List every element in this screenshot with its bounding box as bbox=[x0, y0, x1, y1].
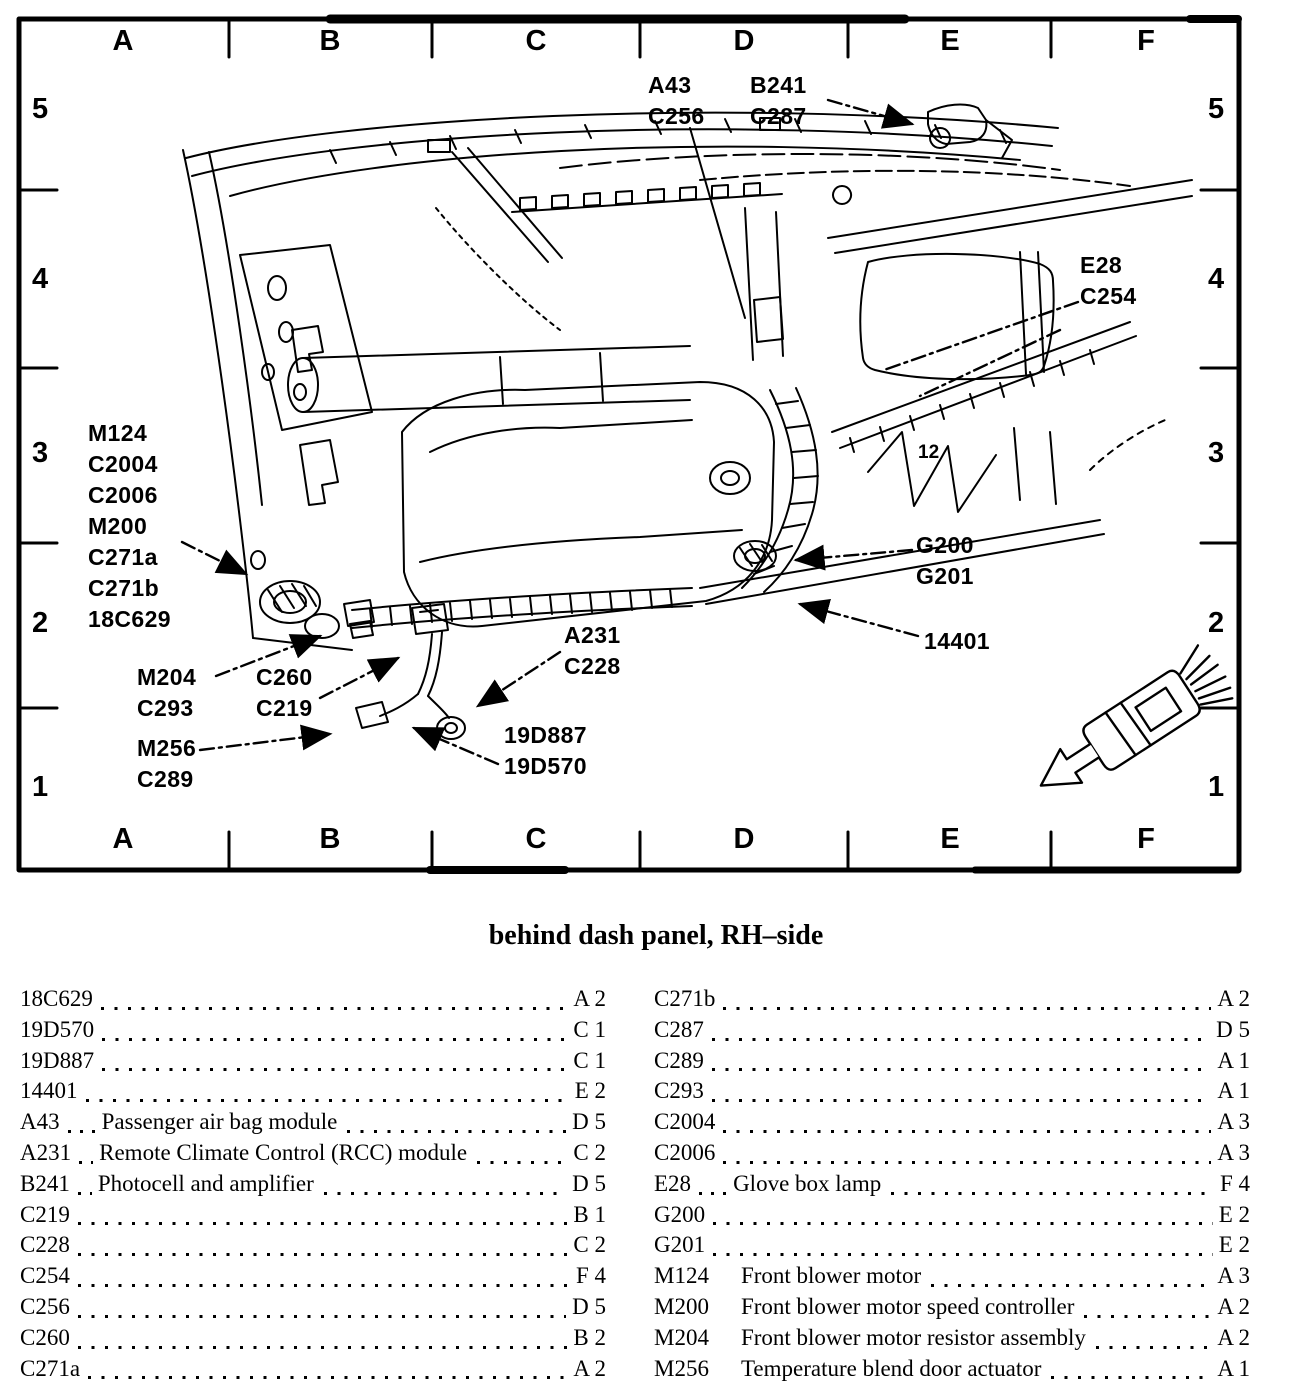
dot-leader bbox=[891, 1192, 1214, 1195]
dot-leader bbox=[78, 1284, 570, 1287]
callout-g200-g201: G200 G201 bbox=[916, 532, 974, 589]
connector-view-icon bbox=[1023, 642, 1237, 811]
grid-ref: A 2 bbox=[1217, 986, 1250, 1011]
component-id: A43 bbox=[20, 1109, 60, 1135]
component-description: Front blower motor resistor assembly bbox=[740, 1324, 1086, 1350]
index-row bbox=[654, 1140, 1250, 1171]
component-id: C2006 bbox=[654, 1139, 716, 1165]
index-row bbox=[654, 1263, 1250, 1294]
grid-ref: A 2 bbox=[573, 1355, 606, 1381]
column-gap bbox=[717, 1346, 735, 1349]
index-row bbox=[20, 1017, 606, 1048]
grid-ref: E 2 bbox=[1218, 1201, 1250, 1227]
grid-row-label-left: 5 bbox=[32, 93, 49, 125]
grid-ref: F 4 bbox=[575, 1263, 606, 1289]
index-row bbox=[654, 1109, 1250, 1140]
component-id: C287 bbox=[654, 1016, 704, 1042]
component-id: M256 bbox=[654, 1355, 709, 1381]
component-id: 18C629 bbox=[20, 986, 93, 1011]
component-id: C289 bbox=[654, 1047, 704, 1073]
component-id: E28 bbox=[654, 1170, 692, 1196]
grid-col-label-bottom: B bbox=[319, 823, 341, 855]
grid-ref: C 1 bbox=[573, 1016, 606, 1042]
dot-leader bbox=[723, 1130, 1211, 1133]
grid-ref: A 3 bbox=[1217, 1109, 1250, 1135]
dot-leader bbox=[324, 1192, 566, 1195]
index-column-right bbox=[654, 986, 1250, 1386]
index-row bbox=[20, 1048, 606, 1079]
dot-leader bbox=[1051, 1376, 1211, 1379]
component-description: Front blower motor speed controller bbox=[740, 1293, 1075, 1319]
connector-index bbox=[20, 986, 1250, 1386]
dot-leader bbox=[712, 1099, 1212, 1102]
grid-ref: A 1 bbox=[1217, 1047, 1250, 1073]
dot-leader bbox=[712, 1068, 1212, 1071]
index-row bbox=[20, 1171, 606, 1202]
component-id: A231 bbox=[20, 1139, 72, 1165]
dot-leader bbox=[1096, 1346, 1211, 1349]
component-id: B241 bbox=[20, 1170, 70, 1196]
grid-row-label-right: 4 bbox=[1208, 263, 1225, 295]
callout-a231-c228: A231 C228 bbox=[564, 622, 621, 679]
grid-ref: D 5 bbox=[572, 1170, 606, 1196]
grid-ref: B 1 bbox=[573, 1201, 606, 1227]
grid-col-label-top: D bbox=[733, 25, 755, 57]
component-description: Glove box lamp bbox=[733, 1170, 882, 1196]
callout-b241-c287: B241 C287 bbox=[750, 72, 807, 129]
harness-art bbox=[344, 588, 692, 739]
a-pillar-art bbox=[183, 150, 372, 650]
grid-col-label-top: B bbox=[319, 25, 341, 57]
callout-c260-c219: C260 C219 bbox=[256, 664, 313, 721]
grid-ref: A 2 bbox=[1217, 1293, 1250, 1319]
index-row bbox=[20, 1263, 606, 1294]
index-row bbox=[654, 1356, 1250, 1387]
component-id: C260 bbox=[20, 1324, 70, 1350]
ground-stud-art bbox=[734, 541, 776, 571]
grid-col-label-bottom: C bbox=[525, 823, 547, 855]
dot-leader bbox=[88, 1376, 567, 1379]
component-id: C256 bbox=[20, 1293, 70, 1319]
grid-ref: D 5 bbox=[572, 1109, 606, 1135]
dot-leader bbox=[477, 1161, 567, 1164]
dot-leader bbox=[78, 1346, 568, 1349]
callout-19d887-19d570: 19D887 19D570 bbox=[504, 722, 587, 779]
grid-col-label-top: F bbox=[1137, 25, 1155, 57]
dot-leader bbox=[78, 1222, 568, 1225]
component-id: C2004 bbox=[654, 1109, 716, 1135]
index-row bbox=[654, 1017, 1250, 1048]
grid-row-label-right: 2 bbox=[1208, 607, 1225, 639]
index-column-left bbox=[20, 986, 606, 1386]
component-id: 19D570 bbox=[20, 1016, 95, 1042]
grid-ref: B 2 bbox=[573, 1324, 606, 1350]
index-row bbox=[20, 1325, 606, 1356]
grid-row-label-left: 3 bbox=[32, 437, 49, 469]
grid-col-label-bottom: A bbox=[112, 823, 134, 855]
index-row bbox=[20, 1078, 606, 1109]
component-id: M200 bbox=[654, 1293, 709, 1319]
grid-ref: E 2 bbox=[1218, 1232, 1250, 1258]
index-row bbox=[654, 1078, 1250, 1109]
grid-row-label-right: 5 bbox=[1208, 93, 1225, 125]
grid-ref: A 1 bbox=[1217, 1078, 1250, 1104]
callout-m204-c293: M204 C293 bbox=[137, 664, 197, 721]
index-row bbox=[654, 986, 1250, 1017]
grid-row-label-left: 1 bbox=[32, 771, 49, 803]
grid-ref: C 2 bbox=[573, 1139, 606, 1165]
index-row bbox=[20, 1232, 606, 1263]
grid-col-label-bottom: D bbox=[733, 823, 755, 855]
grid-ref: A 3 bbox=[1217, 1263, 1250, 1289]
column-gap bbox=[717, 1376, 735, 1379]
component-id: G200 bbox=[654, 1201, 706, 1227]
callout-left-stack: M124 C2004 C2006 M200 C271a C271b 18C629 bbox=[88, 420, 171, 632]
grid-ref: C 2 bbox=[573, 1232, 606, 1258]
page-title: behind dash panel, RH–side bbox=[488, 920, 824, 951]
dot-leader bbox=[713, 1222, 1213, 1225]
component-id: M124 bbox=[654, 1263, 709, 1289]
grid-col-label-top: C bbox=[525, 25, 547, 57]
index-row bbox=[654, 1048, 1250, 1079]
dot-leader bbox=[79, 1161, 93, 1164]
callout-14401: 14401 bbox=[924, 628, 990, 654]
dot-leader bbox=[931, 1284, 1211, 1287]
grid-row-label-right: 1 bbox=[1208, 771, 1225, 803]
index-row bbox=[654, 1232, 1250, 1263]
dot-leader bbox=[86, 1099, 569, 1102]
dot-leader bbox=[78, 1253, 568, 1256]
dot-leader bbox=[102, 1038, 567, 1041]
component-id: C271b bbox=[654, 986, 716, 1011]
drawing-item-number: 12 bbox=[918, 442, 940, 463]
index-row bbox=[654, 1294, 1250, 1325]
grid-ref: C 1 bbox=[573, 1047, 606, 1073]
grid-ref: D 5 bbox=[1216, 1016, 1250, 1042]
grid-ref: F 4 bbox=[1219, 1170, 1250, 1196]
index-row bbox=[654, 1325, 1250, 1356]
component-id: G201 bbox=[654, 1232, 706, 1258]
grid-col-label-bottom: F bbox=[1137, 823, 1155, 855]
leader-lines bbox=[182, 100, 1078, 764]
component-description: Remote Climate Control (RCC) module bbox=[99, 1139, 468, 1165]
grid-ref: A 2 bbox=[573, 986, 606, 1011]
center-structure-art bbox=[436, 148, 782, 330]
component-id: 14401 bbox=[20, 1078, 78, 1104]
index-row bbox=[654, 1171, 1250, 1202]
dot-leader bbox=[347, 1130, 566, 1133]
dot-leader bbox=[101, 1007, 568, 1010]
component-description: Photocell and amplifier bbox=[97, 1170, 314, 1196]
grid-ref: E 2 bbox=[574, 1078, 606, 1104]
dot-leader bbox=[712, 1038, 1210, 1041]
index-row bbox=[20, 986, 606, 1017]
grid-ref: A 3 bbox=[1217, 1139, 1250, 1165]
grid-ref: A 1 bbox=[1217, 1355, 1250, 1381]
dot-leader bbox=[699, 1192, 727, 1195]
grid-ref: D 5 bbox=[572, 1293, 606, 1319]
grid-col-label-top: A bbox=[112, 25, 134, 57]
column-gap bbox=[717, 1315, 735, 1318]
callout-e28-c254: E28 C254 bbox=[1080, 252, 1137, 309]
component-description: Temperature blend door actuator bbox=[740, 1355, 1042, 1381]
component-id: C228 bbox=[20, 1232, 70, 1258]
callout-a43-c256: A43 C256 bbox=[648, 72, 705, 129]
index-row bbox=[20, 1140, 606, 1171]
index-row bbox=[20, 1202, 606, 1233]
grid-frame bbox=[19, 19, 1239, 870]
dot-leader bbox=[723, 1161, 1211, 1164]
dot-leader bbox=[1084, 1315, 1211, 1318]
component-id: C293 bbox=[654, 1078, 704, 1104]
index-row bbox=[20, 1294, 606, 1325]
callout-m256-c289: M256 C289 bbox=[137, 735, 197, 792]
dot-leader bbox=[78, 1315, 566, 1318]
component-id: M204 bbox=[654, 1324, 709, 1350]
blower-art bbox=[260, 581, 339, 638]
grid-row-label-left: 2 bbox=[32, 607, 49, 639]
dot-leader bbox=[102, 1068, 567, 1071]
dot-leader bbox=[78, 1192, 92, 1195]
grid-col-label-bottom: E bbox=[940, 823, 960, 855]
index-row bbox=[20, 1109, 606, 1140]
column-gap bbox=[717, 1284, 735, 1287]
dot-leader bbox=[68, 1130, 96, 1133]
component-description: Front blower motor bbox=[740, 1263, 922, 1289]
index-row bbox=[20, 1356, 606, 1387]
dot-leader bbox=[713, 1253, 1213, 1256]
component-id: 19D887 bbox=[20, 1047, 95, 1073]
grid-col-label-top: E bbox=[940, 25, 960, 57]
dot-leader bbox=[723, 1007, 1211, 1010]
component-id: C254 bbox=[20, 1263, 70, 1289]
component-id: C219 bbox=[20, 1201, 70, 1227]
grid-row-label-right: 3 bbox=[1208, 437, 1225, 469]
ip-beam-art bbox=[288, 346, 690, 412]
grid-row-label-left: 4 bbox=[32, 263, 49, 295]
index-row bbox=[654, 1202, 1250, 1233]
component-description: Passenger air bag module bbox=[101, 1109, 338, 1135]
component-id: C271a bbox=[20, 1355, 81, 1381]
grid-ref: A 2 bbox=[1217, 1324, 1250, 1350]
